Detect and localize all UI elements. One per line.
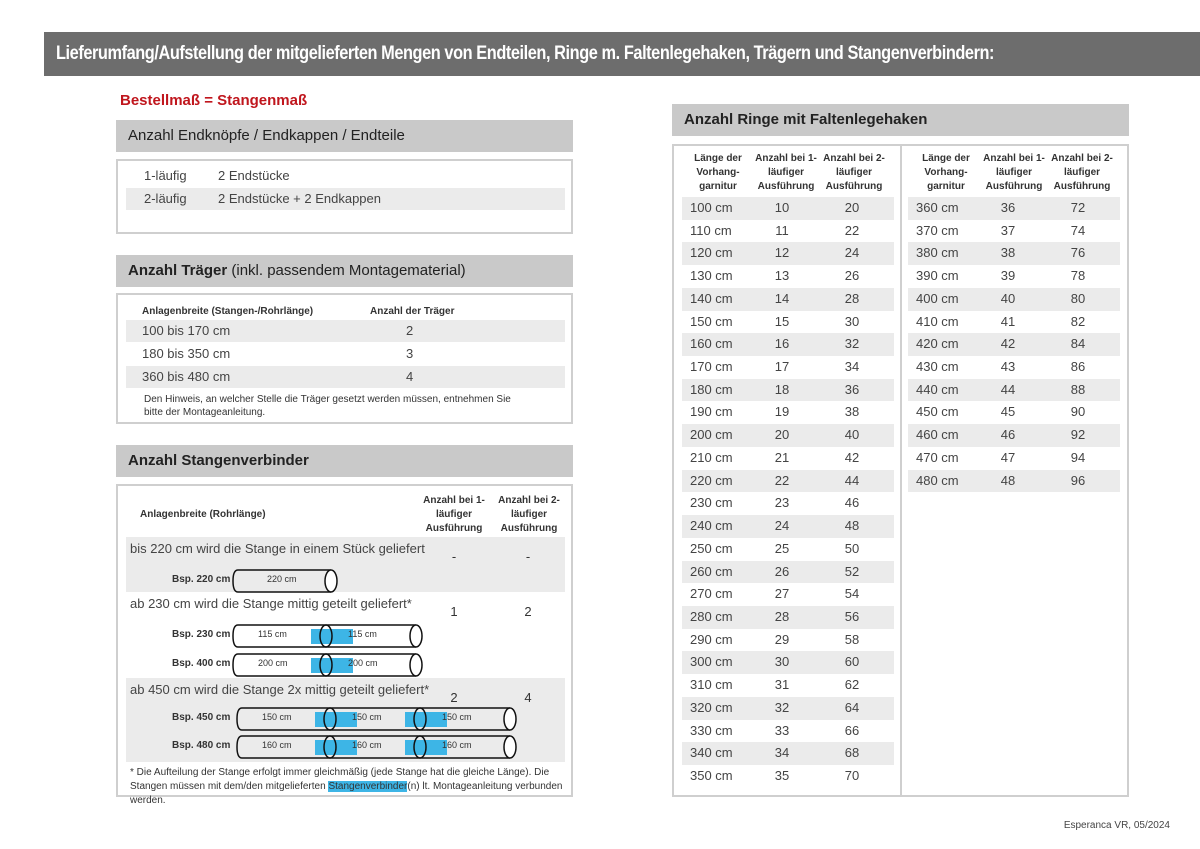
count-2-laeufig: 72 [1070,200,1086,215]
count-2-laeufig: 96 [1070,472,1086,488]
length: 320 cm [690,699,733,715]
column-header: Anzahl bei 1-läufiger Ausführung [983,153,1045,192]
count-1-laeufig: - [451,549,457,564]
column-header: Anzahl der Träger [370,306,455,317]
length: 440 cm [916,381,959,397]
table-row [908,311,1120,334]
pipe-end [410,654,422,676]
table-row [682,242,894,265]
count-2-laeufig: 50 [844,540,860,556]
table-row [682,447,894,470]
count-1-laeufig: 32 [774,699,790,715]
table-row [682,697,894,720]
column-header: Anzahl bei 2-läufiger Ausführung [1051,153,1113,192]
count-1-laeufig: 18 [774,381,790,397]
length: 160 cm [690,336,733,352]
verbinder-table [116,484,573,806]
count-1-laeufig: 48 [1000,472,1016,488]
length: 470 cm [916,449,959,465]
length: 400 cm [916,290,959,306]
length: 120 cm [690,245,733,261]
segment-length: 160 cm [442,740,472,750]
count-2-laeufig: 94 [1070,449,1086,465]
count-2-laeufig: 54 [844,586,860,602]
count-2-laeufig: 30 [844,313,860,329]
column-header: Anzahl bei 1-läufiger Ausführung [423,495,485,534]
length: 210 cm [690,449,733,465]
count-1-laeufig: 16 [774,336,790,352]
example-label: Bsp. 450 cm [172,712,231,723]
column-header: Anzahl bei 1-läufiger Ausführung [755,153,817,192]
verbinder-note [130,766,570,808]
count-2-laeufig: 62 [844,677,860,693]
table-row [682,197,894,220]
table-row [126,343,565,365]
count-1-laeufig: 23 [774,495,790,511]
count-2-laeufig: 46 [844,495,860,511]
length: 340 cm [690,745,733,761]
count-1-laeufig: 27 [774,586,790,602]
count-1-laeufig: 45 [1000,404,1016,420]
count-2-laeufig: 32 [844,336,860,352]
count-2-laeufig: 68 [844,745,860,761]
count-2-laeufig: 56 [844,608,860,624]
count-1-laeufig: 34 [774,745,790,761]
table-row [908,265,1120,288]
group-text: bis 220 cm wird die Stange in einem Stück geliefert [130,541,425,556]
count-2-laeufig: 84 [1070,336,1086,352]
heading-rest: (inkl. passendem Montagematerial) [227,262,466,279]
column-header: Anlagenbreite (Stangen-/Rohrlänge) [142,306,314,317]
verbinder-heading: Anzahl Stangenverbinder [116,445,573,477]
table-row [682,265,894,288]
count-2-laeufig: 76 [1070,245,1086,261]
count-1-laeufig: 25 [774,540,790,556]
length: 170 cm [690,359,733,375]
subtitle: Bestellmaß = Stangenmaß [120,92,308,109]
count-2-laeufig: 20 [844,200,860,215]
range: 100 bis 170 cm [142,323,231,338]
length: 140 cm [690,290,733,306]
table-row [682,220,894,243]
length: 360 cm [916,200,959,215]
table-row [126,366,565,388]
count-1-laeufig: 39 [1000,268,1016,284]
table-row [682,288,894,311]
column-header: Anzahl bei 2-läufiger Ausführung [498,495,560,534]
count-1-laeufig: 33 [774,722,790,738]
pipe-end [504,708,516,730]
count-2-laeufig: 2 [524,604,532,619]
table-row [908,447,1120,470]
column-header: Länge der Vorhang-garnitur [694,153,742,192]
length: 460 cm [916,427,959,443]
length: 110 cm [690,222,732,238]
length: 130 cm [690,268,733,284]
endteile-table [116,159,573,234]
traeger-heading [116,255,573,287]
count-1-laeufig: 43 [1000,359,1016,375]
count-1-laeufig: 28 [774,608,790,624]
segment-length: 200 cm [258,658,288,668]
column-header: Anlagenbreite (Rohrlänge) [140,509,266,520]
count-1-laeufig: 35 [774,768,790,783]
length: 370 cm [916,222,959,238]
range: 180 bis 350 cm [142,346,231,361]
length: 480 cm [916,472,959,488]
table-row [682,583,894,606]
length: 240 cm [690,518,733,534]
row-label: 2-läufig [144,191,187,206]
count-1-laeufig: 10 [774,200,790,215]
count-2-laeufig: 38 [844,404,860,420]
table-row [682,561,894,584]
length: 260 cm [690,563,733,579]
count-1-laeufig: 36 [1000,200,1016,215]
page-title: Lieferumfang/Aufstellung der mitgelieferten Mengen von Endteilen, Ringe m. Faltenlegehaken, Trägern und Stangenverbindern: [56,43,995,64]
count-2-laeufig: 40 [844,427,860,443]
length: 310 cm [690,677,733,693]
segment-length: 160 cm [262,740,292,750]
table-row [908,220,1120,243]
example-label: Bsp. 230 cm [172,629,231,640]
count-1-laeufig: 1 [450,604,458,619]
count-2-laeufig: 42 [844,449,860,465]
count-1-laeufig: 40 [1000,290,1016,306]
length: 200 cm [690,427,733,443]
example-label: Bsp. 480 cm [172,740,231,751]
length: 300 cm [690,654,733,670]
table-row [908,242,1120,265]
column-header: Anzahl bei 2-läufiger Ausführung [823,153,885,192]
count-1-laeufig: 2 [450,690,458,705]
count-2-laeufig: 80 [1070,290,1086,306]
count: 3 [406,346,414,361]
table-row [682,470,894,493]
table-row [682,379,894,402]
table-row [908,356,1120,379]
count-1-laeufig: 24 [774,518,790,534]
segment-length: 220 cm [267,574,297,584]
count-2-laeufig: 88 [1070,381,1086,397]
count-1-laeufig: 19 [774,404,790,420]
count-2-laeufig: 34 [844,359,860,375]
count-1-laeufig: 44 [1000,381,1016,397]
count-2-laeufig: 82 [1070,313,1086,329]
length: 100 cm [690,200,733,215]
count-1-laeufig: 20 [774,427,790,443]
count-2-laeufig: 36 [844,381,860,397]
table-row [682,333,894,356]
group-text: ab 450 cm wird die Stange 2x mittig geteilt geliefert* [130,682,430,697]
table-row [682,651,894,674]
count-2-laeufig: 58 [844,631,860,647]
verbinder-group [126,678,565,762]
length: 250 cm [690,540,733,556]
table-row [682,629,894,652]
count-2-laeufig: 70 [844,768,860,783]
row-value: 2 Endstücke + 2 Endkappen [218,191,381,206]
length: 430 cm [916,359,959,375]
table-row [682,538,894,561]
segment-length: 200 cm [348,658,378,668]
group-text: ab 230 cm wird die Stange mittig geteilt geliefert* [130,596,412,611]
table-row [682,424,894,447]
pipe-end [325,570,337,592]
count-1-laeufig: 14 [774,290,790,306]
range: 360 bis 480 cm [142,369,231,384]
count-2-laeufig: 28 [844,290,860,306]
traeger-note: Den Hinweis, an welcher Stelle die Träger gesetzt werden müssen, entnehmen Sie bitte der Montageanleitung. [144,394,511,418]
count-2-laeufig: 26 [844,268,860,284]
count-1-laeufig: 46 [1000,427,1016,443]
length: 420 cm [916,336,959,352]
table-row [126,320,565,342]
count-2-laeufig: 24 [844,245,860,261]
segment-length: 115 cm [348,629,377,639]
endteile-heading: Anzahl Endknöpfe / Endkappen / Endteile [116,120,573,152]
table-row [908,197,1120,220]
example-label: Bsp. 220 cm [172,574,231,585]
table-row [908,401,1120,424]
segment-length: 150 cm [442,712,472,722]
count-2-laeufig: 22 [844,222,860,238]
table-row [682,606,894,629]
count-1-laeufig: 37 [1000,222,1016,238]
count: 2 [406,323,414,338]
length: 410 cm [916,313,959,329]
count-2-laeufig: 52 [844,563,860,579]
table-row [682,311,894,334]
count: 4 [406,369,414,384]
count-2-laeufig: 60 [844,654,860,670]
count-1-laeufig: 29 [774,631,790,647]
length: 280 cm [690,608,733,624]
table-row [682,401,894,424]
count-2-laeufig: 74 [1070,222,1086,238]
count-2-laeufig: 90 [1070,404,1086,420]
length: 290 cm [690,631,733,647]
table-row [682,674,894,697]
note-text: * Die Aufteilung der Stange erfolgt immer gleichmäßig (jede Stange hat die gleiche Länge). Die Stangen müssen mit dem/den mitgelieferten [130,767,550,792]
pipe-end [504,736,516,758]
count-1-laeufig: 42 [1000,336,1016,352]
length: 270 cm [690,586,733,602]
table-row [126,165,565,187]
length: 330 cm [690,722,733,738]
table-row [908,424,1120,447]
count-2-laeufig: 44 [844,472,860,488]
table-row [682,515,894,538]
example-label: Bsp. 400 cm [172,658,231,669]
count-1-laeufig: 30 [774,654,790,670]
ringe-table [672,144,1129,797]
count-2-laeufig: 64 [844,699,860,715]
count-1-laeufig: 31 [774,677,790,693]
count-1-laeufig: 47 [1000,449,1016,465]
traeger-table [116,293,573,424]
table-row [908,379,1120,402]
length: 450 cm [916,404,959,420]
row-label: 1-läufig [144,168,187,183]
note-text: (n) lt. Montageanleitung verbunden werden. [130,781,563,806]
column-divider [900,146,902,795]
table-row [682,356,894,379]
pipe-end [410,625,422,647]
segment-length: 150 cm [352,712,382,722]
length: 180 cm [690,381,733,397]
count-1-laeufig: 12 [774,245,790,261]
length: 350 cm [690,768,733,783]
length: 150 cm [690,313,733,329]
length: 230 cm [690,495,733,511]
length: 190 cm [690,404,733,420]
footer: Esperanca VR, 05/2024 [1063,820,1170,831]
segment-length: 150 cm [262,712,292,722]
length: 220 cm [690,472,733,488]
count-1-laeufig: 21 [774,449,790,465]
note-highlight: Stangenverbinder [328,781,408,792]
row-value: 2 Endstücke [218,168,290,183]
heading-bold: Anzahl Träger [128,262,228,279]
count-2-laeufig: 66 [844,722,860,738]
verbinder-group [126,537,565,592]
count-1-laeufig: 38 [1000,245,1016,261]
verbinder-group [126,592,565,678]
count-2-laeufig: 4 [524,690,532,705]
table-row [682,765,894,788]
count-1-laeufig: 15 [774,313,790,329]
count-1-laeufig: 13 [774,268,790,284]
table-row [682,492,894,515]
count-1-laeufig: 41 [1000,313,1016,329]
table-row [126,188,565,210]
count-2-laeufig: 48 [844,518,860,534]
count-1-laeufig: 26 [774,563,790,579]
count-2-laeufig: - [525,549,531,564]
table-row [682,720,894,743]
count-1-laeufig: 22 [774,472,790,488]
segment-length: 160 cm [352,740,382,750]
segment-length: 115 cm [258,629,287,639]
page-title-bar [44,32,1200,76]
count-2-laeufig: 92 [1070,427,1086,443]
count-1-laeufig: 17 [774,359,790,375]
table-row [908,470,1120,493]
length: 380 cm [916,245,959,261]
count-2-laeufig: 86 [1070,359,1086,375]
count-2-laeufig: 78 [1070,268,1086,284]
table-row [908,288,1120,311]
table-row [682,742,894,765]
ringe-heading: Anzahl Ringe mit Faltenlegehaken [672,104,1129,136]
column-header: Länge der Vorhang-garnitur [922,153,970,192]
count-1-laeufig: 11 [775,222,789,238]
table-row [908,333,1120,356]
length: 390 cm [916,268,959,284]
